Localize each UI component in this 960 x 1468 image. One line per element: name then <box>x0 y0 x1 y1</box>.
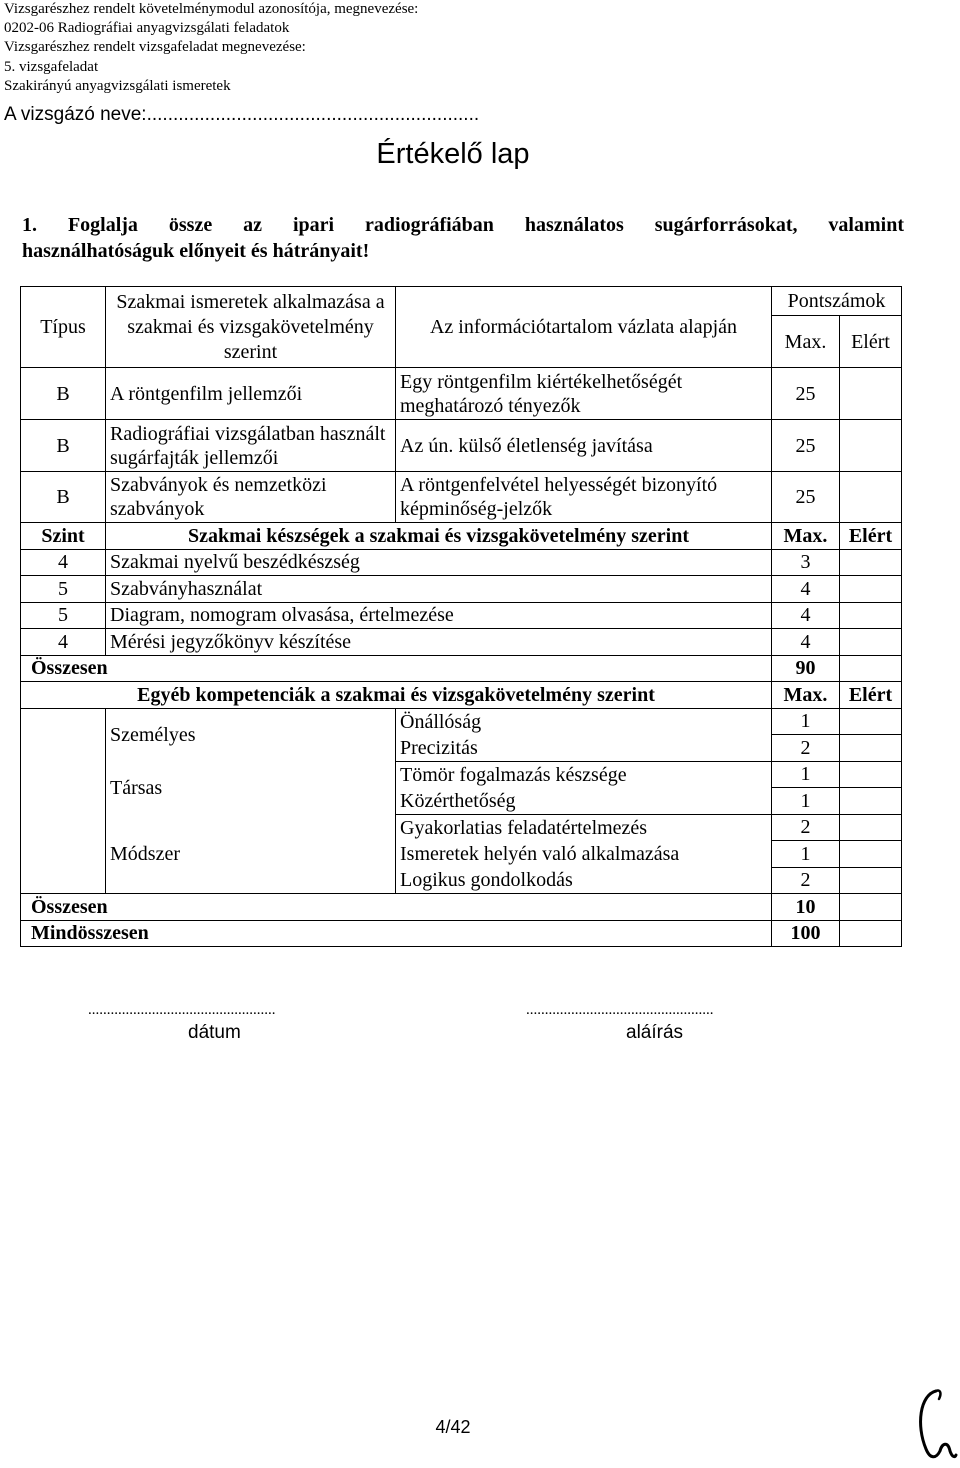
table-row <box>21 420 902 472</box>
row-type: B <box>21 472 106 523</box>
row-level: 4 <box>21 629 106 656</box>
row-achieved[interactable] <box>840 602 902 629</box>
col-points-header: Pontszámok <box>772 287 902 316</box>
initials-mark <box>912 1385 958 1468</box>
table-row <box>21 472 902 523</box>
header-line: Vizsgarészhez rendelt követelménymodul azonosítója, megnevezése: <box>4 1 419 17</box>
row-achieved[interactable] <box>840 761 902 788</box>
signature-label: aláírás <box>626 1022 684 1043</box>
row-type: B <box>21 368 106 420</box>
row-max: 25 <box>772 472 840 523</box>
header-line: 0202-06 Radiográfiai anyagvizsgálati feladatok <box>4 20 290 37</box>
total-label: Összesen <box>21 894 772 921</box>
row-achieved[interactable] <box>840 708 902 735</box>
row-max: 2 <box>772 867 840 894</box>
competency-group: Társas <box>106 761 396 814</box>
document-header <box>4 0 418 96</box>
header-line: Vizsgarészhez rendelt vizsgafeladat megnevezése: <box>4 39 306 56</box>
table-row <box>21 368 902 420</box>
row-type: B <box>21 420 106 472</box>
row-achieved[interactable] <box>840 368 902 420</box>
date-label: dátum <box>188 1022 241 1043</box>
table-row <box>21 549 902 576</box>
date-dots: .................................................. <box>88 1002 276 1018</box>
total-value: 90 <box>772 655 840 682</box>
col-knowledge-header: Szakmai ismeretek alkalmazása a szakmai és vizsgakövetelmény szerint <box>106 287 396 368</box>
row-achieved[interactable] <box>840 576 902 603</box>
competency-item: Ismeretek helyén való alkalmazása <box>396 841 772 868</box>
grand-total-achieved[interactable] <box>840 920 902 947</box>
col-max-header: Max. <box>772 523 840 550</box>
competency-group: Módszer <box>106 814 396 894</box>
competency-item: Logikus gondolkodás <box>396 867 772 894</box>
row-max: 25 <box>772 420 840 472</box>
row-level: 5 <box>21 576 106 603</box>
row-outline: Egy röntgenfilm kiértékelhetőségét meghatározó tényezők <box>396 368 772 420</box>
competency-item: Tömör fogalmazás készsége <box>396 761 772 788</box>
row-skill: Szabványhasználat <box>106 576 772 603</box>
row-knowledge: A röntgenfilm jellemzői <box>106 368 396 420</box>
competency-item: Gyakorlatias feladatértelmezés <box>396 814 772 841</box>
row-achieved[interactable] <box>840 788 902 815</box>
page-number: 4/42 <box>435 1417 471 1437</box>
examinee-name-line: A vizsgázó neve:............................................................... <box>4 104 480 125</box>
col-achieved-header: Elért <box>840 523 902 550</box>
row-max: 4 <box>772 576 840 603</box>
row-achieved[interactable] <box>840 841 902 868</box>
table-row <box>21 761 902 788</box>
competency-group: Személyes <box>106 708 396 761</box>
col-level-header: Szint <box>21 523 106 550</box>
row-max: 2 <box>772 814 840 841</box>
total-label: Összesen <box>21 655 772 682</box>
evaluation-table <box>20 286 902 947</box>
row-level: 4 <box>21 549 106 576</box>
table-row <box>21 814 902 841</box>
total-achieved[interactable] <box>840 894 902 921</box>
col-achieved-header: Elért <box>840 316 902 368</box>
grand-total-row <box>21 920 902 947</box>
row-knowledge: Szabványok és nemzetközi szabványok <box>106 472 396 523</box>
row-achieved[interactable] <box>840 472 902 523</box>
row-max: 3 <box>772 549 840 576</box>
competencies-total-row <box>21 894 902 921</box>
row-skill: Diagram, nomogram olvasása, értelmezése <box>106 602 772 629</box>
table-row <box>21 708 902 735</box>
row-achieved[interactable] <box>840 735 902 762</box>
row-max: 25 <box>772 368 840 420</box>
grand-total-value: 100 <box>772 920 840 947</box>
total-value: 10 <box>772 894 840 921</box>
row-skill: Mérési jegyzőkönyv készítése <box>106 629 772 656</box>
col-outline-header: Az információtartalom vázlata alapján <box>396 287 772 368</box>
page-title: Értékelő lap <box>376 138 530 170</box>
col-type-header: Típus <box>21 287 106 368</box>
row-outline: A röntgenfelvétel helyességét bizonyító képminőség-jelzők <box>396 472 772 523</box>
total-achieved[interactable] <box>840 655 902 682</box>
competency-item: Közérthetőség <box>396 788 772 815</box>
row-achieved[interactable] <box>840 814 902 841</box>
row-outline: Az ún. külső életlenség javítása <box>396 420 772 472</box>
competencies-header: Egyéb kompetenciák a szakmai és vizsgakövetelmény szerint <box>21 682 772 709</box>
col-achieved-header: Elért <box>840 682 902 709</box>
col-skill-header: Szakmai készségek a szakmai és vizsgakövetelmény szerint <box>106 523 772 550</box>
row-achieved[interactable] <box>840 629 902 656</box>
header-line: 5. vizsgafeladat <box>4 58 99 75</box>
col-max-header: Max. <box>772 682 840 709</box>
row-max: 1 <box>772 761 840 788</box>
row-max: 2 <box>772 735 840 762</box>
row-level: 5 <box>21 602 106 629</box>
question-line-2: használhatóságuk előnyeit és hátrányait! <box>22 240 370 262</box>
row-achieved[interactable] <box>840 549 902 576</box>
row-max: 1 <box>772 788 840 815</box>
table-row <box>21 629 902 656</box>
table-row <box>21 602 902 629</box>
row-max: 4 <box>772 629 840 656</box>
header-line: Szakirányú anyagvizsgálati ismeretek <box>4 77 231 94</box>
row-skill: Szakmai nyelvű beszédkészség <box>106 549 772 576</box>
competency-item: Precizitás <box>396 735 772 762</box>
col-max-header: Max. <box>772 316 840 368</box>
grand-total-label: Mindösszesen <box>21 920 772 947</box>
row-max: 1 <box>772 708 840 735</box>
signature-dots: .................................................. <box>526 1002 714 1018</box>
row-max: 1 <box>772 841 840 868</box>
table-row <box>21 576 902 603</box>
row-knowledge: Radiográfiai vizsgálatban használt sugárfajták jellemzői <box>106 420 396 472</box>
row-max: 4 <box>772 602 840 629</box>
row-achieved[interactable] <box>840 867 902 894</box>
skills-total-row <box>21 655 902 682</box>
competency-item: Önállóság <box>396 708 772 735</box>
question-line-1: 1. Foglalja össze az ipari radiográfiában használatos sugárforrásokat, valamint <box>22 214 904 236</box>
row-achieved[interactable] <box>840 420 902 472</box>
